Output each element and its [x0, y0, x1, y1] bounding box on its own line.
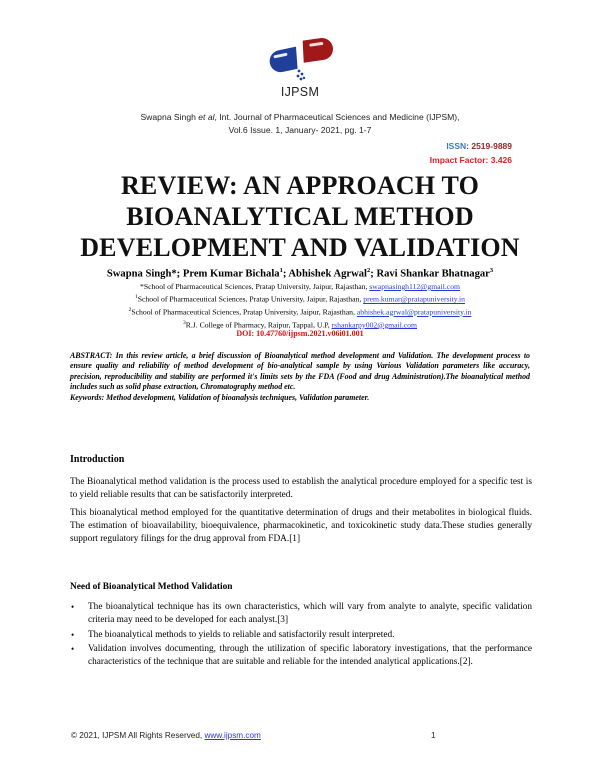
title-line-3: DEVELOPMENT AND VALIDATION: [80, 233, 520, 262]
affiliation-sup: 2: [128, 306, 132, 313]
list-item-text: The bioanalytical technique has its own characteristics, which will vary from analyte to analyte, specific validation criteria may need to be developed for each analyst.[3]: [88, 602, 532, 625]
footer: [71, 731, 261, 740]
issn: [446, 141, 512, 151]
bullet-icon: •: [71, 644, 75, 654]
author: Abhishek Agrwal: [288, 268, 367, 280]
author: Prem Kumar Bichala: [182, 268, 280, 280]
abstract-text: ABSTRACT: In this review article, a brief discussion of Bioanalytical method development and Validation. The development process to ensure quality and reliability of method development of bio-analytical sample by using Various Validation parameters like accuracy, precision, reproducibility and stability are performed it's limits sets by the FDA (Food and drug Administration).The bioanalytical method includes such as solid phase extraction, Chromatography method etc.: [70, 351, 530, 392]
affiliation: [0, 281, 600, 292]
citation-header: [0, 111, 600, 137]
issn-label: ISSN: [446, 141, 467, 151]
impact-factor: Impact Factor: 3.426: [429, 155, 512, 165]
author: Ravi Shankar Bhatnagar: [376, 268, 490, 280]
abstract: [70, 351, 530, 403]
separator: ;: [370, 268, 377, 280]
list-item: [70, 601, 532, 627]
citation-journal: , Int. Journal of Pharmaceutical Sciences and Medicine (IJPSM),: [214, 112, 460, 122]
author-sup: 1: [279, 267, 283, 274]
affiliations: [0, 281, 600, 331]
list-item: [70, 643, 532, 669]
affiliation-text: *School of Pharmaceutical Sciences, Pratap University, Jaipur, Rajasthan,: [139, 282, 370, 291]
affiliation-text: R.J. College of Pharmacy, Raipur, Tappal, U.P,: [185, 320, 332, 330]
journal-logo: [258, 28, 342, 106]
separator: ;: [176, 268, 183, 280]
copyright: © 2021, IJPSM All Rights Reserved,: [71, 731, 205, 740]
author-list: [0, 267, 600, 280]
list-item-text: Validation involves documenting, through the utilization of specific laboratory investigations, that the performance characteristics of the technique that are suitable and reliable for the intended analytical applications.[2].: [88, 644, 532, 667]
paper-title: [0, 170, 600, 263]
citation-etal: et al: [198, 112, 215, 122]
affiliation-sup: 3: [182, 319, 186, 326]
list-item-text: The bioanalytical methods to yields to reliable and satisfactorily result interpreted.: [88, 629, 395, 640]
affiliation-text: School of Pharmaceutical Sciences, Pratap University, Jaipur, Rajasthan,: [131, 307, 357, 317]
title-line-2: BIOANALYTICAL METHOD: [126, 202, 474, 231]
email-link[interactable]: rshankarpy002@gmail.com: [331, 320, 418, 330]
title-line-1: REVIEW: AN APPROACH TO: [120, 171, 480, 200]
email-link[interactable]: swapnasingh112@gmail.com: [369, 282, 461, 291]
capsule-icon: [258, 28, 342, 86]
bullet-icon: •: [71, 602, 75, 612]
separator: ;: [282, 268, 289, 280]
affiliation: [0, 305, 600, 318]
journal-logo-text: IJPSM: [280, 85, 320, 99]
list-item: [70, 629, 532, 642]
author-sup: 2: [367, 267, 371, 274]
paragraph: This bioanalytical method employed for the quantitative determination of drugs and their metabolites in biological fluids. The estimation of bioavailability, bioequivalence, pharmacokinetic, and toxicokinetic study data.These studies generally support regulatory filings for the drug approval from FDA.[1]: [70, 508, 532, 544]
email-link[interactable]: abhishek.agrwal@pratapuniversity.in: [356, 307, 472, 317]
bullet-list: [70, 601, 532, 671]
page-number: 1: [431, 731, 436, 740]
author: Swapna Singh*: [106, 268, 177, 280]
paragraph: The Bioanalytical method validation is the process used to establish the analytical procedure employed for a specific test is to yield reliable results that can be satisfactorily interpreted.: [70, 477, 532, 500]
author-sup: 3: [489, 267, 494, 274]
website-link[interactable]: www.ijpsm.com: [204, 731, 261, 740]
affiliation-sup: 1: [134, 294, 138, 301]
section-heading-need: Need of Bioanalytical Method Validation: [70, 582, 233, 592]
citation-line-2: Vol.6 Issue. 1, January- 2021, pg. 1-7: [228, 125, 372, 135]
affiliation: [0, 292, 600, 305]
section-heading-introduction: Introduction: [70, 454, 125, 465]
citation-line-1: [0, 111, 600, 124]
doi[interactable]: DOI: 10.47760/ijpsm.2021.v06i01.001: [236, 329, 364, 338]
email-link[interactable]: prem.kumar@pratapuniversity.in: [363, 294, 466, 304]
issn-value: : 2519-9889: [466, 141, 512, 151]
bullet-icon: •: [71, 629, 75, 640]
affiliation-text: School of Pharmaceutical Sciences, Pratap University, Jaipur, Rajasthan,: [137, 294, 364, 304]
keywords: Keywords: Method development, Validation of bioanalysis techniques, Validation parameter.: [70, 392, 370, 402]
citation-author: Swapna Singh: [140, 112, 199, 122]
